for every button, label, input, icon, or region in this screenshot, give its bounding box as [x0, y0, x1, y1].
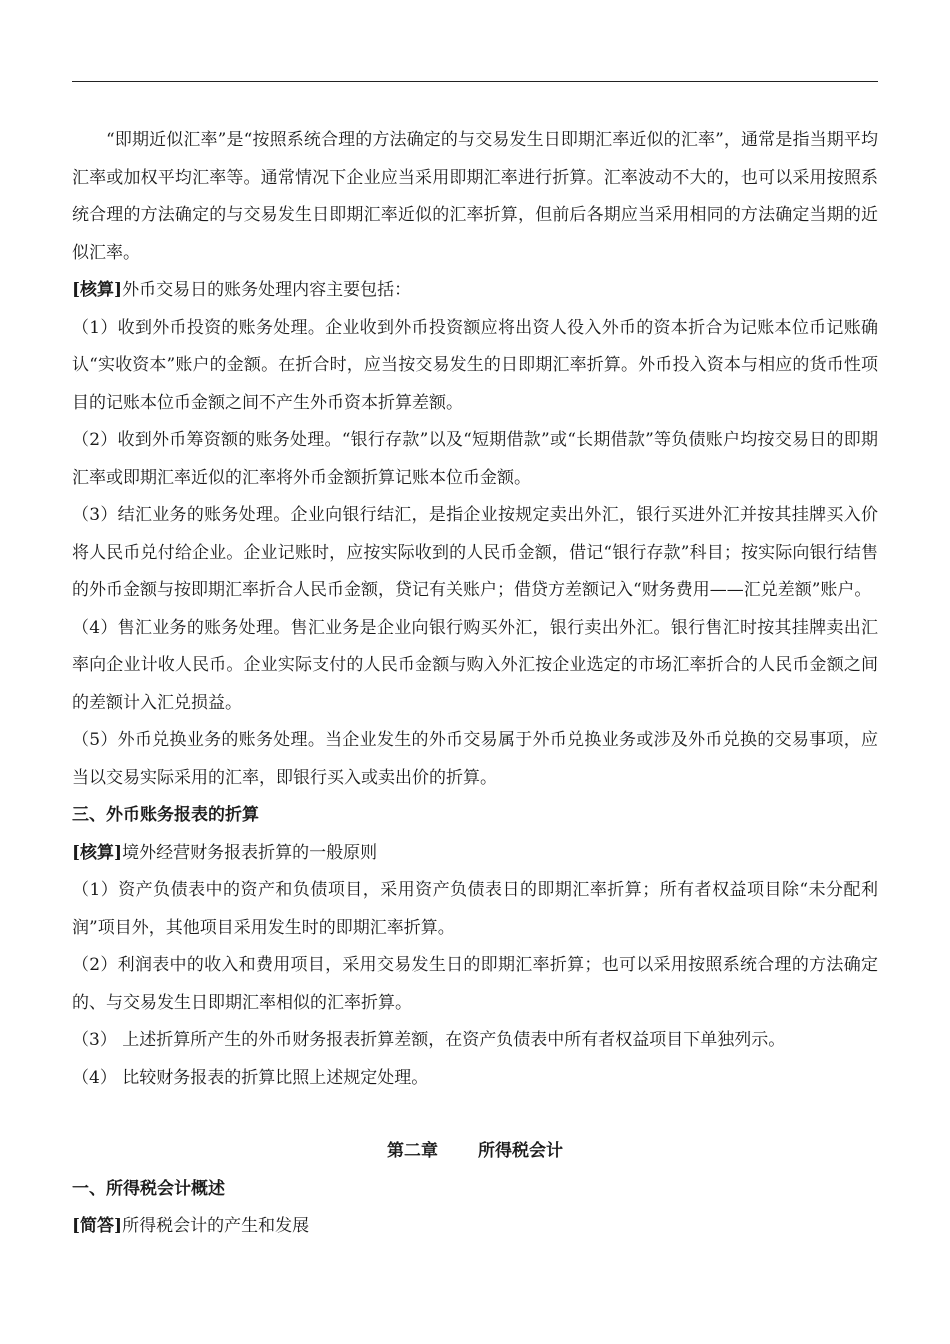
document-body — [72, 122, 878, 1246]
list-item-2: （2）收到外币筹资额的账务处理。“银行存款”以及“短期借款”或“长期借款”等负债账户均按交易日的即期汇率或即期汇率近似的汇率将外币金额折算记账本位币金额。 — [72, 430, 878, 488]
paragraph-approx-rate: “即期近似汇率”是“按照系统合理的方法确定的与交易发生日即期汇率近似的汇率”，通常是指当期平均汇率或加权平均汇率等。通常情况下企业应当采用即期汇率进行折算。汇率波动不大的，也可以采用按照系统合理的方法确定的与交易发生日即期汇率近似的汇率折算，但前后各期应当采用相同的方法确定当期的近似汇率。 — [72, 130, 878, 263]
paragraph-hesuan-1 — [72, 272, 878, 310]
section-heading-3: 三、外币账务报表的折算 — [72, 805, 259, 825]
list-item-1: （1）收到外币投资的账务处理。企业收到外币投资额应将出资人役入外币的资本折合为记账本位币记账确认“实收资本”账户的金额。在折合时，应当按交易发生的日即期汇率折算。外币投入资本与相应的货币性项目的记账本位币金额之间不产生外币资本折算差额。 — [72, 317, 878, 413]
rule-item-4: （4） 比较财务报表的折算比照上述规定处理。 — [72, 1067, 429, 1088]
header-rule — [72, 81, 878, 82]
list-item-4: （4）售汇业务的账务处理。售汇业务是企业向银行购买外汇，银行卖出外汇。银行售汇时按其挂牌卖出汇率向企业计收人民币。企业实际支付的人民币金额与购入外汇按企业选定的市场汇率折合的人民币金额之间的差额计入汇兑损益。 — [72, 617, 878, 713]
rule-item-2: （2）利润表中的收入和费用项目，采用交易发生日的即期汇率折算；也可以采用按照系统合理的方法确定的、与交易发生日即期汇率相似的汇率折算。 — [72, 955, 878, 1013]
jianda-text: 所得税会计的产生和发展 — [122, 1216, 310, 1236]
paragraph-jianda — [72, 1208, 878, 1246]
section-heading-1: 一、所得税会计概述 — [72, 1178, 225, 1199]
list-item-3: （3）结汇业务的账务处理。企业向银行结汇，是指企业按规定卖出外汇，银行买进外汇并按其挂牌买入价将人民币兑付给企业。企业记账时，应按实际收到的人民币金额，借记“银行存款”科目；按实际向银行结售的外币金额与按即期汇率折合人民币金额，贷记有关账户；借贷方差额记入“财务费用——汇兑差额”账户。 — [72, 505, 878, 600]
tag-jianda: [简答] — [72, 1216, 123, 1236]
hesuan-1-text: 外币交易日的账务处理内容主要包括： — [122, 280, 412, 300]
tag-hesuan: [核算] — [72, 280, 123, 300]
rule-item-1: （1）资产负债表中的资产和负债项目，采用资产负债表日的即期汇率折算；所有者权益项目除“未分配利润”项目外，其他项目采用发生时的即期汇率折算。 — [72, 880, 878, 938]
list-item-5: （5）外币兑换业务的账务处理。当企业发生的外币交易属于外币兑换业务或涉及外币兑换的交易事项，应当以交易实际采用的汇率，即银行买入或卖出价的折算。 — [72, 730, 878, 788]
rule-item-3: （3） 上述折算所产生的外币财务报表折算差额，在资产负债表中所有者权益项目下单独列示。 — [72, 1030, 786, 1050]
tag-hesuan-2: [核算] — [72, 842, 123, 863]
hesuan-2-text: 境外经营财务报表折算的一般原则 — [122, 842, 378, 863]
paragraph-hesuan-2 — [72, 835, 878, 873]
chapter-title: 所得税会计 — [478, 1141, 563, 1161]
chapter-heading — [72, 1133, 878, 1171]
chapter-number: 第二章 — [387, 1141, 438, 1161]
